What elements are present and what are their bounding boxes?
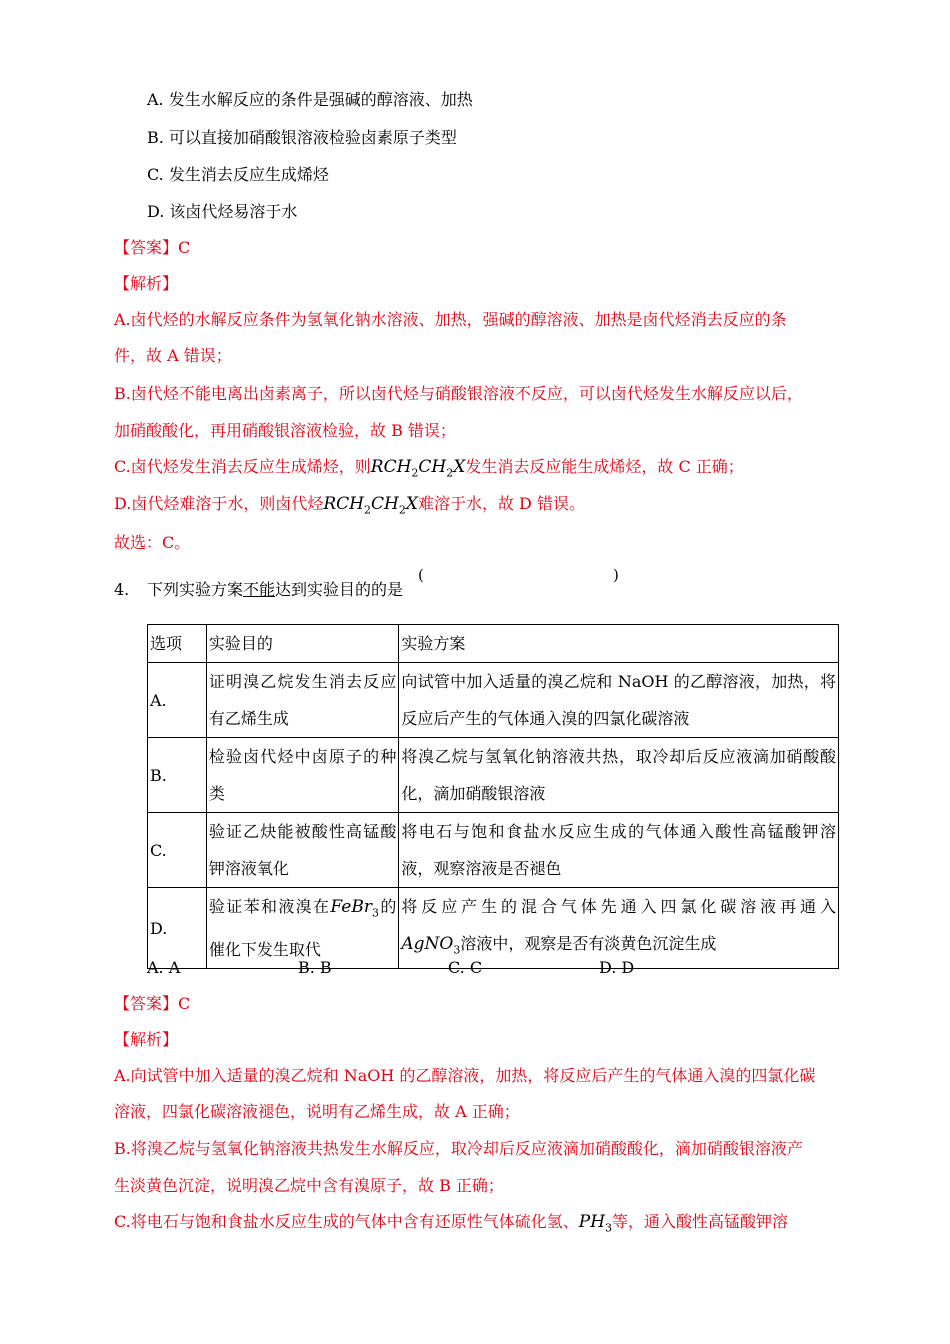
- q3-analysis-c-post: 发生消去反应能生成烯烃，故 C 正确；: [465, 457, 744, 476]
- q4-analysis-b-line2: 生淡黄色沉淀，说明溴乙烷中含有溴原子，故 B 正确；: [114, 1176, 504, 1195]
- q3-analysis-b-line2: 加硝酸酸化，再用硝酸银溶液检验，故 B 错误；: [114, 421, 456, 440]
- q3-option-c: C. 发生消去反应生成烯烃: [147, 165, 329, 184]
- q3-analysis-b-line1: B.卤代烃不能电离出卤素离子，所以卤代烃与硝酸银溶液不反应，可以卤代烃发生水解反应以后，: [114, 384, 803, 403]
- formula-rch2ch2x: $RCH_2CH_2X$: [323, 494, 418, 517]
- q4-analysis-a-line2: 溶液，四氯化碳溶液褪色，说明有乙烯生成，故 A 正确；: [114, 1102, 520, 1121]
- q4-analysis-b-line1: B.将溴乙烷与氢氧化钠溶液共热发生水解反应，取冷却后反应液滴加硝酸酸化，滴加硝酸银溶液产: [114, 1139, 803, 1158]
- table-row: [148, 888, 839, 969]
- q3-choose: 故选：C。: [114, 533, 191, 552]
- row-purpose: 证明溴乙烷发生消去反应 有乙烯生成: [206, 663, 398, 738]
- table-row: [148, 663, 839, 738]
- q4-analysis-a-line1: A.向试管中加入适量的溴乙烷和 NaOH 的乙醇溶液，加热，将反应后产生的气体通入溴的四氯化碳: [114, 1066, 816, 1085]
- header-purpose: 实验目的: [206, 625, 398, 663]
- q4-answer: 【答案】C: [114, 994, 191, 1013]
- row-option: D.: [148, 888, 207, 969]
- row-purpose: 验证苯和液溴在FeBr$_3$的 催化下发生取代: [206, 888, 398, 969]
- formula-febr3: FeBr$_3$: [330, 897, 379, 920]
- q4-choice-c: C. C: [448, 958, 483, 977]
- q3-analysis-d-pre: D.卤代烃难溶于水，则卤代烃: [114, 494, 324, 513]
- row-plan: 将反应产生的混合气体先通入四氯化碳溶液再通入 AgNO$_3$溶液中，观察是否有淡黄色沉淀生成: [399, 888, 839, 969]
- q4-analysis-label: 【解析】: [114, 1030, 179, 1049]
- q4-stem: 下列实验方案不能达到实验目的的是: [147, 580, 404, 599]
- q4-stem-underline: 不能: [243, 580, 276, 599]
- q4-number: 4.: [114, 580, 130, 599]
- q4-choice-a: A. A: [147, 958, 181, 977]
- formula-agno3: AgNO$_3$: [401, 934, 461, 957]
- q4-analysis-c-line1: C.将电石与饱和食盐水反应生成的气体中含有还原性气体硫化氢、$PH_3$等，通入酸性高锰酸钾溶: [114, 1212, 789, 1235]
- table-row: [148, 738, 839, 813]
- q4-paren-open: (: [418, 566, 424, 584]
- q3-answer: 【答案】C: [114, 238, 191, 257]
- row-plan: 将电石与饱和食盐水反应生成的气体通入酸性高锰酸钾溶 液，观察溶液是否褪色: [399, 813, 839, 888]
- row-option: B.: [148, 738, 207, 813]
- formula-ph3: $PH_3$: [578, 1212, 613, 1235]
- formula-rch2ch2x: $RCH_2CH_2X$: [370, 457, 466, 480]
- row-purpose: 检验卤代烃中卤原子的种 类: [206, 738, 398, 813]
- q3-analysis-d: [114, 494, 585, 520]
- row-plan: 向试管中加入适量的溴乙烷和 NaOH 的乙醇溶液，加热，将 反应后产生的气体通入溴的四氯化碳溶液: [399, 663, 839, 738]
- q3-analysis-c: [114, 457, 744, 483]
- row-purpose: 验证乙炔能被酸性高锰酸 钾溶液氧化: [206, 813, 398, 888]
- q3-analysis-d-post: 难溶于水，故 D 错误。: [417, 494, 585, 513]
- row-plan: 将溴乙烷与氢氧化钠溶液共热，取冷却后反应液滴加硝酸酸 化，滴加硝酸银溶液: [399, 738, 839, 813]
- header-plan: 实验方案: [399, 625, 839, 663]
- q3-analysis-label: 【解析】: [114, 274, 179, 293]
- q3-option-b: B. 可以直接加硝酸银溶液检验卤素原子类型: [147, 128, 457, 147]
- q4-paren-close: ): [613, 566, 619, 584]
- q3-analysis-c-pre: C.卤代烃发生消去反应生成烯烃，则: [114, 457, 371, 476]
- header-option: 选项: [148, 625, 207, 663]
- row-option: A.: [148, 663, 207, 738]
- q4-choice-d: D. D: [599, 958, 635, 977]
- table-row: [148, 813, 839, 888]
- q3-option-a: A. 发生水解反应的条件是强碱的醇溶液、加热: [147, 90, 473, 109]
- q3-option-d: D. 该卤代烃易溶于水: [147, 202, 298, 221]
- experiment-table: [147, 624, 839, 969]
- q3-analysis-a-line1: A.卤代烃的水解反应条件为氢氧化钠水溶液、加热，强碱的醇溶液、加热是卤代烃消去反应的条: [114, 310, 787, 329]
- row-option: C.: [148, 813, 207, 888]
- table-header-row: [148, 625, 839, 663]
- q4-choice-b: B. B: [298, 958, 332, 977]
- q3-analysis-a-line2: 件，故 A 错误；: [114, 346, 232, 365]
